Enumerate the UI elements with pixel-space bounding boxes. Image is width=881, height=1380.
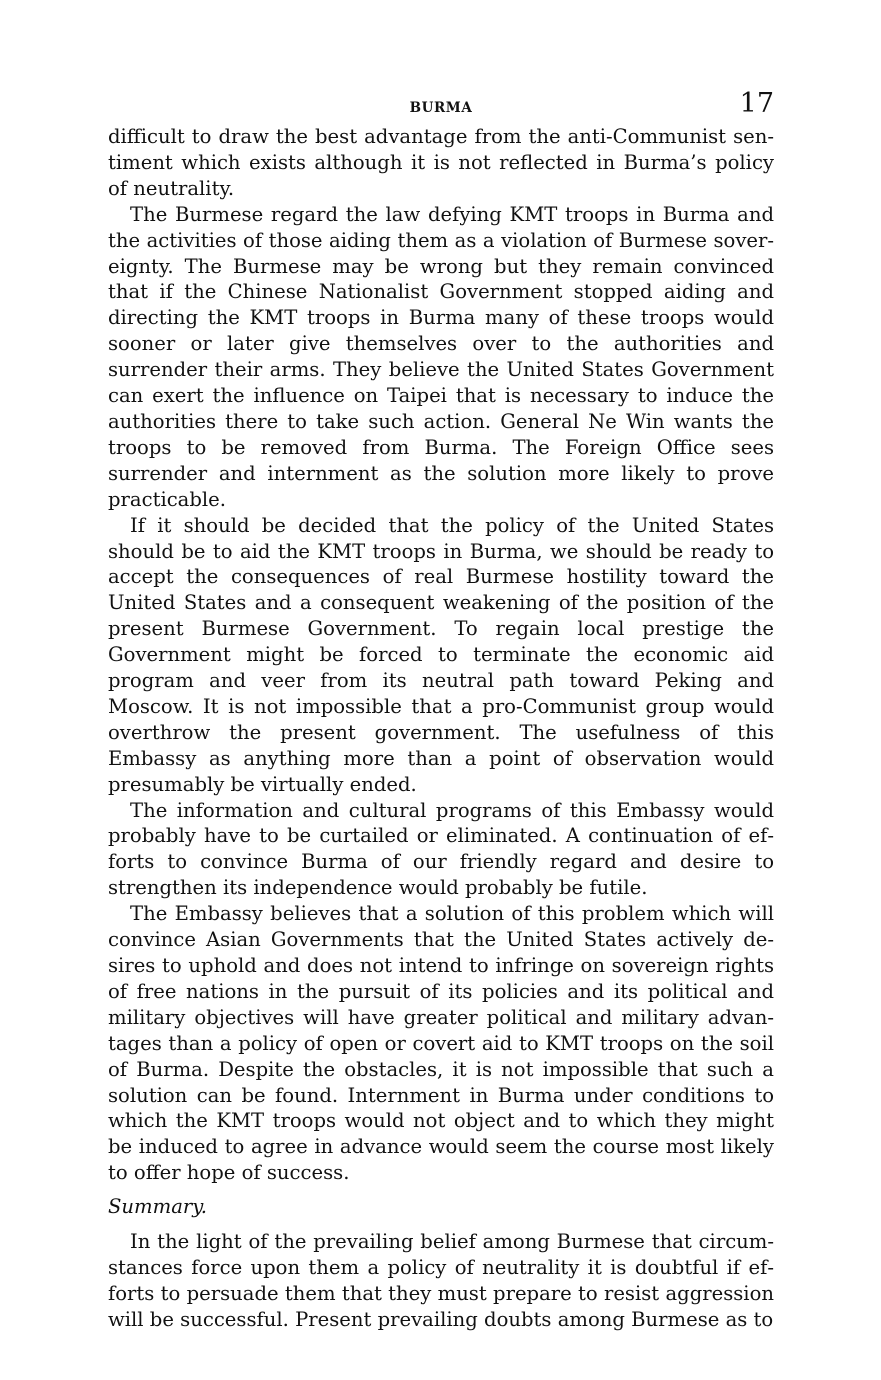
- page-number: 17: [739, 88, 774, 119]
- paragraph-kmt-sovereignty: The Burmese regard the law defying KMT troops in Burma and the activities of those aiding them as a violation of Burmese sovereignty. The Burmese may be wrong but they remain convinced that if the Chinese Nationalist Government stopped aiding and directing the KMT troops in Burma many of these troops would sooner or later give themselves over to the authorities and surrender their arms. They believe the United States Government can exert the influence on Taipei that is necessary to induce the authorities there to take such action. General Ne Win wants the troops to be removed from Burma. The Foreign Office sees surrender and internment as the solution more likely to prove practicable.: [108, 202, 774, 511]
- body-text: [108, 124, 774, 1333]
- paragraph-continuation: difficult to draw the best advantage from the anti-Communist sentiment which exists although it is not reflected in Burma’s policy of neutrality.: [108, 125, 774, 200]
- paragraph-embassy-belief: The Embassy believes that a solution of this problem which will convince Asian Governments that the United States actively desires to uphold and does not intend to infringe on sovereign rights of free nations in the pursuit of its policies and its political and military objectives will have greater political and military advantages than a policy of open or covert aid to KMT troops on the soil of Burma. Despite the obstacles, it is not impossible that such a solution can be found. Internment in Burma under conditions to which the KMT troops would not object and to which they might be induced to agree in advance would seem the course most likely to offer hope of success.: [108, 902, 774, 1185]
- summary-heading: Summary.: [108, 1195, 207, 1219]
- paragraph-consequences: If it should be decided that the policy of the United States should be to aid the KMT troops in Burma, we should be ready to accept the consequences of real Burmese hostility toward the United States and a consequent weakening of the position of the present Burmese Government. To regain local prestige the Government might be forced to terminate the economic aid program and veer from its neutral path toward Peking and Moscow. It is not impossible that a pro-Communist group would overthrow the present government. The usefulness of this Embassy as anything more than a point of observation would presumably be virtually ended.: [108, 513, 774, 796]
- running-title: BURMA: [409, 100, 473, 116]
- running-head: [108, 88, 774, 124]
- paragraph-summary: In the light of the prevailing belief among Burmese that circumstances force upon them a policy of neutrality it is doubtful if efforts to persuade them that they must prepare to resist aggression will be successful. Present prevailing doubts among Burmese as to: [108, 1230, 774, 1331]
- paragraph-information-programs: The information and cultural programs of this Embassy would probably have to be curtailed or eliminated. A continuation of efforts to convince Burma of our friendly regard and desire to strengthen its independence would probably be futile.: [108, 798, 774, 900]
- document-page: [108, 88, 774, 1333]
